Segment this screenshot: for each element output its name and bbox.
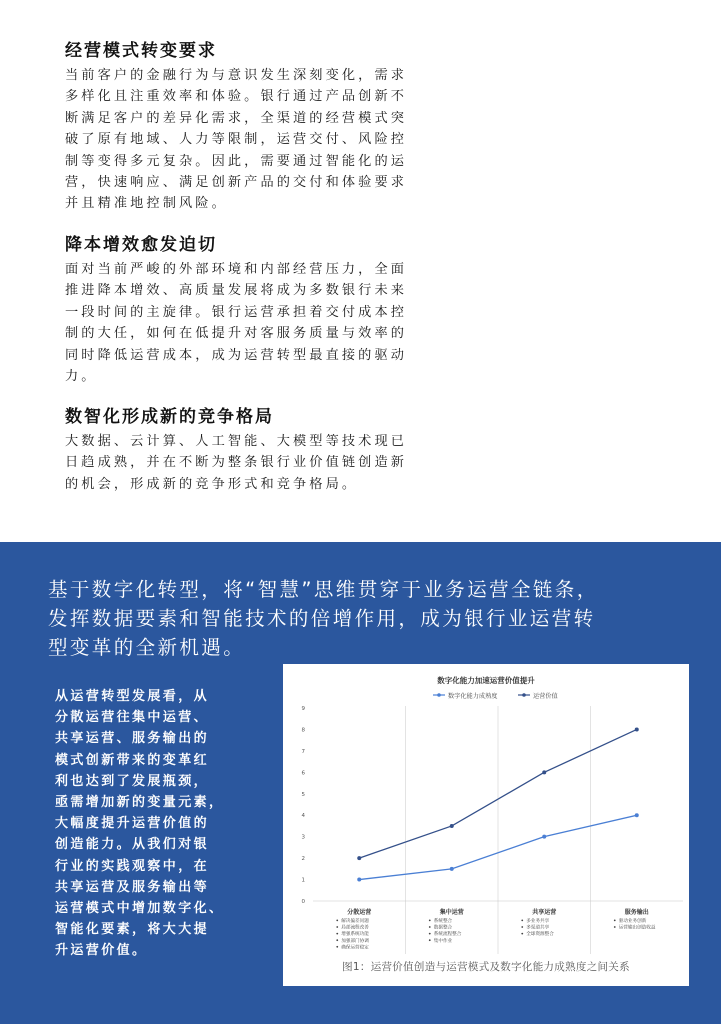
- text-line: 制等变得多元复杂。因此，需要通过智能化的运: [65, 153, 408, 169]
- text-line: 运营模式中增加数字化、: [55, 901, 225, 917]
- category-bullet-text: 全球资源整合: [526, 932, 554, 938]
- section-digital-competition: [65, 406, 465, 495]
- text-line: 升运营价值。: [55, 943, 148, 959]
- bullet-dot: [614, 920, 616, 922]
- section-title: 降本增效愈发迫切: [65, 235, 217, 255]
- text-line: 推进降本增效、高质量发展将成为多数银行未来: [65, 283, 408, 299]
- category-bullet-text: 多业务共享: [526, 919, 550, 924]
- headline-line: 发挥数据要素和智能技术的倍增作用，成为银行业运营转: [48, 607, 596, 630]
- text-line: 从运营转型发展看，从: [55, 689, 210, 704]
- y-tick-label: 2: [301, 856, 305, 863]
- text-line: 当前客户的金融行为与意识发生深刻变化，需求: [65, 68, 408, 83]
- text-line: 亟需增加新的变量元素，: [55, 795, 225, 811]
- category-bullet-text: 多渠道共享: [526, 925, 550, 931]
- text-line: 创造能力。从我们对银: [55, 837, 210, 853]
- y-tick-label: 9: [301, 706, 305, 712]
- text-line: 行业的实践观察中，在: [55, 858, 210, 874]
- legend-label: 运营价值: [533, 693, 558, 700]
- legend-label: 数字化能力成熟度: [448, 693, 498, 700]
- category-bullet-text: 解决偏差问题: [341, 919, 369, 924]
- category-bullet-text: 增强系统功能: [341, 932, 369, 938]
- category-bullet-text: 局部流程改善: [341, 925, 369, 931]
- chart-title: 数字化能力加速运营价值提升: [437, 676, 535, 685]
- bullet-dot: [336, 926, 338, 928]
- figure-card: [283, 664, 689, 986]
- category-bullet-text: 数据整合: [433, 925, 453, 931]
- text-line: 的机会，形成新的竞争形式和竞争格局。: [65, 476, 359, 492]
- bullet-dot: [521, 926, 523, 928]
- side-paragraph: [55, 686, 251, 962]
- category-bullet-text: 确保运营稳定: [341, 945, 369, 951]
- section-body: [65, 431, 465, 495]
- data-point: [542, 770, 546, 774]
- data-point: [357, 878, 361, 882]
- text-line: 多样化且注重效率和体验。银行通过产品创新不: [65, 89, 408, 105]
- category-bullet-text: 系统整合: [433, 919, 453, 924]
- bullet-dot: [429, 939, 431, 941]
- x-category-label: 服务输出: [624, 909, 649, 916]
- bullet-dot: [614, 926, 616, 928]
- data-point: [450, 824, 454, 828]
- section-cost-reduction: [65, 234, 465, 387]
- text-line: 破了原有地域、人力等限制，运营交付、风险控: [65, 132, 408, 148]
- y-tick-label: 3: [301, 834, 305, 841]
- section-business-model: [65, 40, 465, 215]
- bullet-dot: [521, 933, 523, 935]
- text-line: 智能化要素，将大大提: [55, 922, 210, 938]
- headline: [48, 575, 688, 662]
- x-category-label: 共享运营: [532, 909, 557, 916]
- text-line: 共享运营、服务输出的: [55, 731, 210, 747]
- text-line: 并且精准地控制风险。: [65, 196, 228, 212]
- bullet-dot: [429, 933, 431, 935]
- category-bullet-text: 运营输出创造收益: [618, 925, 656, 931]
- text-line: 分散运营往集中运营、: [55, 710, 210, 726]
- text-line: 模式创新带来的变革红: [55, 752, 210, 768]
- text-line: 利也达到了发展瓶颈，: [55, 773, 210, 789]
- text-line: 大幅度提升运营价值的: [55, 816, 210, 832]
- bullet-dot: [429, 926, 431, 928]
- x-category-label: 集中运营: [439, 909, 464, 916]
- text-line: 一段时间的主旋律。银行运营承担着交付成本控: [65, 304, 408, 320]
- y-tick-label: 1: [301, 877, 305, 884]
- section-title: 经营模式转变要求: [65, 41, 217, 61]
- bullet-dot: [336, 946, 338, 948]
- headline-line: 型变革的全新机遇。: [48, 636, 246, 659]
- data-point: [450, 867, 454, 871]
- category-bullet-text: 集中作业: [433, 938, 453, 944]
- section-title: 数智化形成新的竞争格局: [65, 407, 274, 427]
- bullet-dot: [429, 920, 431, 922]
- legend-swatch-marker: [437, 693, 441, 697]
- data-point: [357, 856, 361, 860]
- text-line: 同时降低运营成本，成为运营转型最直接的驱动: [65, 347, 408, 363]
- line-chart: [283, 664, 689, 954]
- data-point: [635, 813, 639, 817]
- section-body: [65, 65, 465, 215]
- y-tick-label: 6: [301, 770, 305, 777]
- y-tick-label: 7: [301, 748, 305, 755]
- text-line: 营，快速响应、满足创新产品的交付和体验要求: [65, 175, 408, 191]
- bullet-dot: [521, 920, 523, 922]
- bullet-dot: [336, 939, 338, 941]
- category-bullet-text: 驱动业务创新: [618, 919, 647, 924]
- text-line: 断满足客户的差异化需求，全渠道的经营模式突: [65, 110, 408, 126]
- bullet-dot: [336, 933, 338, 935]
- text-line: 力。: [65, 369, 98, 385]
- bullet-dot: [336, 920, 338, 922]
- text-line: 大数据、云计算、人工智能、大模型等技术现已: [65, 434, 408, 449]
- data-point: [542, 835, 546, 839]
- section-body: [65, 259, 465, 387]
- figure-caption: 图1：运营价值创造与运营模式及数字化能力成熟度之间关系: [342, 961, 630, 973]
- y-tick-label: 4: [301, 813, 305, 820]
- headline-line: 基于数字化转型，将“智慧”思维贯穿于业务运营全链条，: [48, 578, 599, 601]
- y-tick-label: 5: [301, 791, 305, 798]
- y-tick-label: 8: [301, 727, 305, 734]
- x-category-label: 分散运营: [347, 909, 372, 916]
- legend-swatch-marker: [522, 693, 526, 697]
- text-line: 日趋成熟，并在不断为整条银行业价值链创造新: [65, 455, 408, 471]
- category-bullet-text: 加强部门协调: [341, 938, 369, 944]
- data-point: [635, 727, 639, 731]
- text-line: 共享运营及服务输出等: [55, 879, 210, 895]
- text-line: 面对当前严峻的外部环境和内部经营压力，全面: [65, 262, 408, 277]
- y-tick-label: 0: [301, 899, 305, 905]
- text-line: 制的大任，如何在低提升对客服务质量与效率的: [65, 326, 408, 342]
- category-bullet-text: 系统流程整合: [433, 932, 462, 938]
